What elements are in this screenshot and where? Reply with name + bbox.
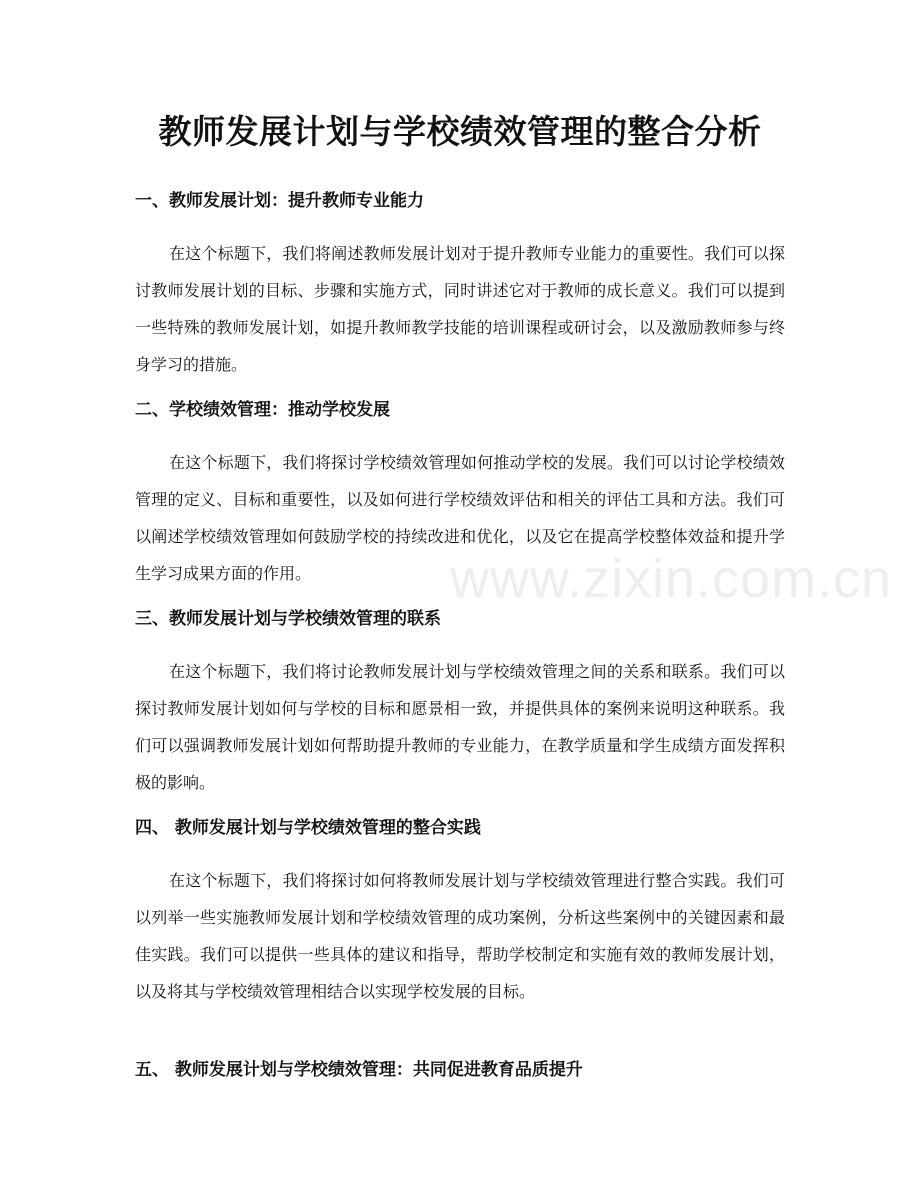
section-body: 在这个标题下，我们将阐述教师发展计划对于提升教师专业能力的重要性。我们可以探讨教师发展计划的目标、步骤和实施方式，同时讲述它对于教师的成长意义。我们可以提到一些特殊的教师发展计划，如提升教师教学技能的培训课程或研讨会，以及激励教师参与终身学习的措施。 <box>135 244 785 374</box>
document-title: 教师发展计划与学校绩效管理的整合分析 <box>158 112 762 151</box>
section-heading: 四、 教师发展计划与学校绩效管理的整合实践 <box>135 818 481 838</box>
section-heading: 三、教师发展计划与学校绩效管理的联系 <box>135 609 441 629</box>
section-2 <box>135 396 785 592</box>
section-heading: 一、教师发展计划：提升教师专业能力 <box>135 191 424 211</box>
section-heading: 二、学校绩效管理：推动学校发展 <box>135 400 390 420</box>
section-1 <box>135 187 785 383</box>
section-body: 在这个标题下，我们将讨论教师发展计划与学校绩效管理之间的关系和联系。我们可以探讨教师发展计划如何与学校的目标和愿景相一致，并提供具体的案例来说明这种联系。我们可以强调教师发展计划如何帮助提升教师的专业能力，在教学质量和学生成绩方面发挥积极的影响。 <box>135 662 785 792</box>
section-heading: 五、 教师发展计划与学校绩效管理：共同促进教育品质提升 <box>135 1060 583 1080</box>
section-body: 在这个标题下，我们将探讨如何将教师发展计划与学校绩效管理进行整合实践。我们可以列举一些实施教师发展计划和学校绩效管理的成功案例，分析这些案例中的关键因素和最佳实践。我们可以提供一些具体的建议和指导，帮助学校制定和实施有效的教师发展计划，以及将其与学校绩效管理相结合以实现学校发展的目标。 <box>135 871 785 1001</box>
watermark: www.zixin.com.cn <box>450 549 893 609</box>
section-5 <box>135 1056 785 1084</box>
section-3 <box>135 605 785 801</box>
section-4 <box>135 814 785 1010</box>
section-body: 在这个标题下，我们将探讨学校绩效管理如何推动学校的发展。我们可以讨论学校绩效管理的定义、目标和重要性，以及如何进行学校绩效评估和相关的评估工具和方法。我们可以阐述学校绩效管理如何鼓励学校的持续改进和优化，以及它在提高学校整体效益和提升学生学习成果方面的作用。 <box>135 453 785 583</box>
